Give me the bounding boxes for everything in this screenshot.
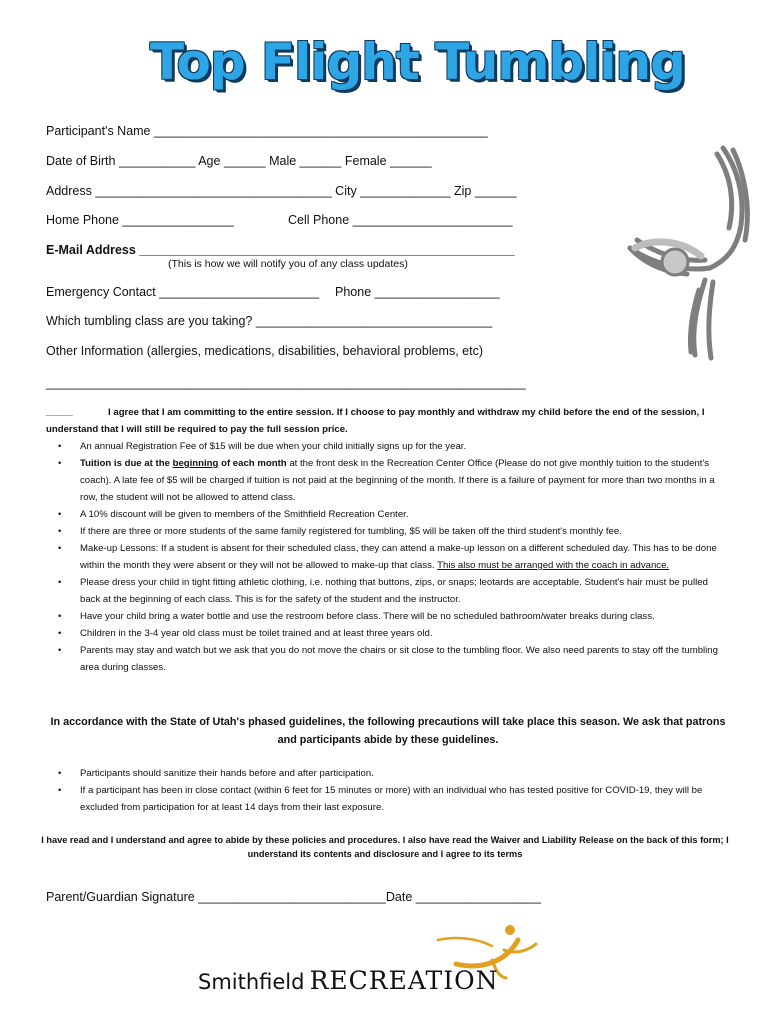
list-item: • Participants should sanitize their hands before and after participation. xyxy=(58,768,374,779)
list-item: • Make-up Lessons: If a student is absent for their scheduled class, they can attend a make-up lesson on a different scheduled day. This has to be done within the month they were absent or they will not be allowed to make-up that class. This also must be arranged with the coach in advance. xyxy=(58,543,717,571)
page-title: Top Flight Tumbling xyxy=(150,33,685,91)
policy-list xyxy=(46,438,730,676)
home-phone-field[interactable]: Home Phone ________________ xyxy=(46,213,234,227)
class-question-field[interactable]: Which tumbling class are you taking? __________________________________ xyxy=(46,314,493,328)
list-item: • Parents may stay and watch but we ask that you do not move the chairs or sit close to the tumbling floor. We also need parents to stay off the tumbling area during classes. xyxy=(58,645,718,673)
list-item: • An annual Registration Fee of $15 will be due when your child initially signs up for the year. xyxy=(58,441,467,452)
acknowledgement-text: I have read and I understand and agree to abide by these policies and procedures. I also have read the Waiver and Liability Release on the back of this form; I understand its contents and disclosure and I agree to its terms xyxy=(41,835,729,859)
signature-date-field[interactable]: Parent/Guardian Signature ___________________________Date __________________ xyxy=(46,890,541,904)
list-item: • Tuition is due at the beginning of each month at the front desk in the Recreation Center Office (Please do not give monthly tuition to the student's coach). A late fee of $5 will be charged if tuition is not paid at the beginning of the month. If there is a failure of payment for more than two months in a row, the student will not be allowed to attend class. xyxy=(58,458,715,503)
emergency-phone-field[interactable]: Phone __________________ xyxy=(335,285,500,299)
session-agreement xyxy=(46,404,726,438)
list-item: • If a participant has been in close contact (within 6 feet for 15 minutes or more) with an individual who has tested positive for COVID-19, they will be excluded from participation for at least 14 days from their last exposure. xyxy=(58,785,703,813)
agreement-text: I agree that I am committing to the entire session. If I choose to pay monthly and withdraw my child before the end of the session, I understand that I will still be required to pay the full session price. xyxy=(46,407,705,435)
list-item: • Children in the 3-4 year old class must be toilet trained and at least three years old. xyxy=(58,628,433,639)
participant-name-field[interactable]: Participant's Name ________________________________________________ xyxy=(46,124,488,138)
list-item: • Please dress your child in tight fitting athletic clothing, i.e. nothing that buttons, zips, or snaps; leotards are acceptable. Student's hair must be pulled back at the beginning of each class. This is for the safety of the student and the instructor. xyxy=(58,577,708,605)
address-city-zip-field[interactable]: Address __________________________________ City _____________ Zip ______ xyxy=(46,184,517,198)
guidelines-heading: In accordance with the State of Utah's phased guidelines, the following precautions will take place this season. We ask that patrons and participants abide by these guidelines. xyxy=(50,716,726,746)
other-info-label: Other Information (allergies, medications, disabilities, behavioral problems, etc) xyxy=(46,344,483,358)
list-item: • Have your child bring a water bottle and use the restroom before class. There will be no scheduled bathroom/water breaks during class. xyxy=(58,611,655,622)
agreement-initial-blank[interactable]: _____ xyxy=(46,407,73,418)
gymnast-silhouette-icon xyxy=(605,140,755,365)
email-field[interactable]: E-Mail Address ______________________________________________________ xyxy=(46,243,515,257)
emergency-contact-field[interactable]: Emergency Contact _______________________ xyxy=(46,285,320,299)
dob-age-gender-field[interactable]: Date of Birth ___________ Age ______ Male ______ Female ______ xyxy=(46,154,432,168)
smithfield-recreation-logo: Smithfield RECREATION xyxy=(198,966,499,995)
email-note: (This is how we will notify you of any class updates) xyxy=(168,258,408,270)
list-item: • A 10% discount will be given to members of the Smithfield Recreation Center. xyxy=(58,509,409,520)
other-info-line[interactable]: _____________________________________________________________________ xyxy=(46,376,526,390)
cell-phone-field[interactable]: Cell Phone _______________________ xyxy=(288,213,513,227)
list-item: • If there are three or more students of the same family registered for tumbling, $5 will be taken off the third student's monthly fee. xyxy=(58,526,622,537)
precautions-list xyxy=(46,765,730,816)
